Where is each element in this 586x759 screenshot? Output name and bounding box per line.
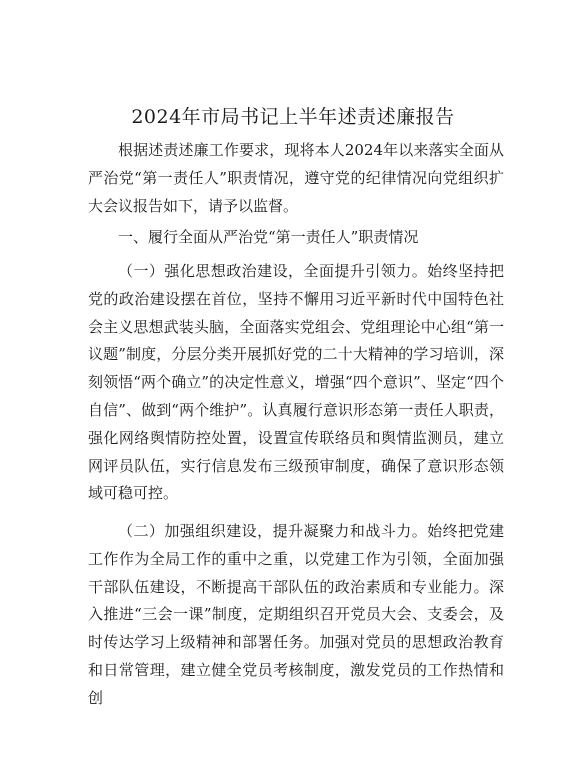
document-title: 2024年市局书记上半年述责述廉报告 (131, 106, 455, 128)
body-paragraph-2: （二）加强组织建设，提升凝聚力和战斗力。始终把党建工作作为全局工作的重中之重，以党建工作为引领，全面加强干部队伍建设，不断提高干部队伍的政治素质和专业能力。深入推进“三会一课”制度，定期组织召开党员大会、支委会，及时传达学习上级精神和部署任务。加强对党员的思想政治教育和日常管理，建立健全党员考核制度，激发党员的工作热情和创 (88, 522, 504, 707)
body-paragraph-1: （一）强化思想政治建设，全面提升引领力。始终坚持把党的政治建设摆在首位，坚持不懈用习近平新时代中国特色社会主义思想武装头脑，全面落实党组会、党组理论中心组“第一议题”制度，分层分类开展抓好党的二十大精神的学习培训，深刻领悟“两个确立”的决定性意义，增强“四个意识”、坚定“四个自信”、做到“两个维护”。认真履行意识形态第一责任人职责，强化网络舆情防控处置，设置宣传联络员和舆情监测员，建立网评员队伍，实行信息发布三级预审制度，确保了意识形态领域可稳可控。 (88, 262, 504, 503)
section-heading: 一、履行全面从严治党“第一责任人”职责情况 (118, 228, 419, 246)
intro-paragraph: 根据述责述廉工作要求，现将本人2024年以来落实全面从严治党“第一责任人”职责情况，遵守党的纪律情况向党组织扩大会议报告如下，请予以监督。 (88, 141, 504, 215)
